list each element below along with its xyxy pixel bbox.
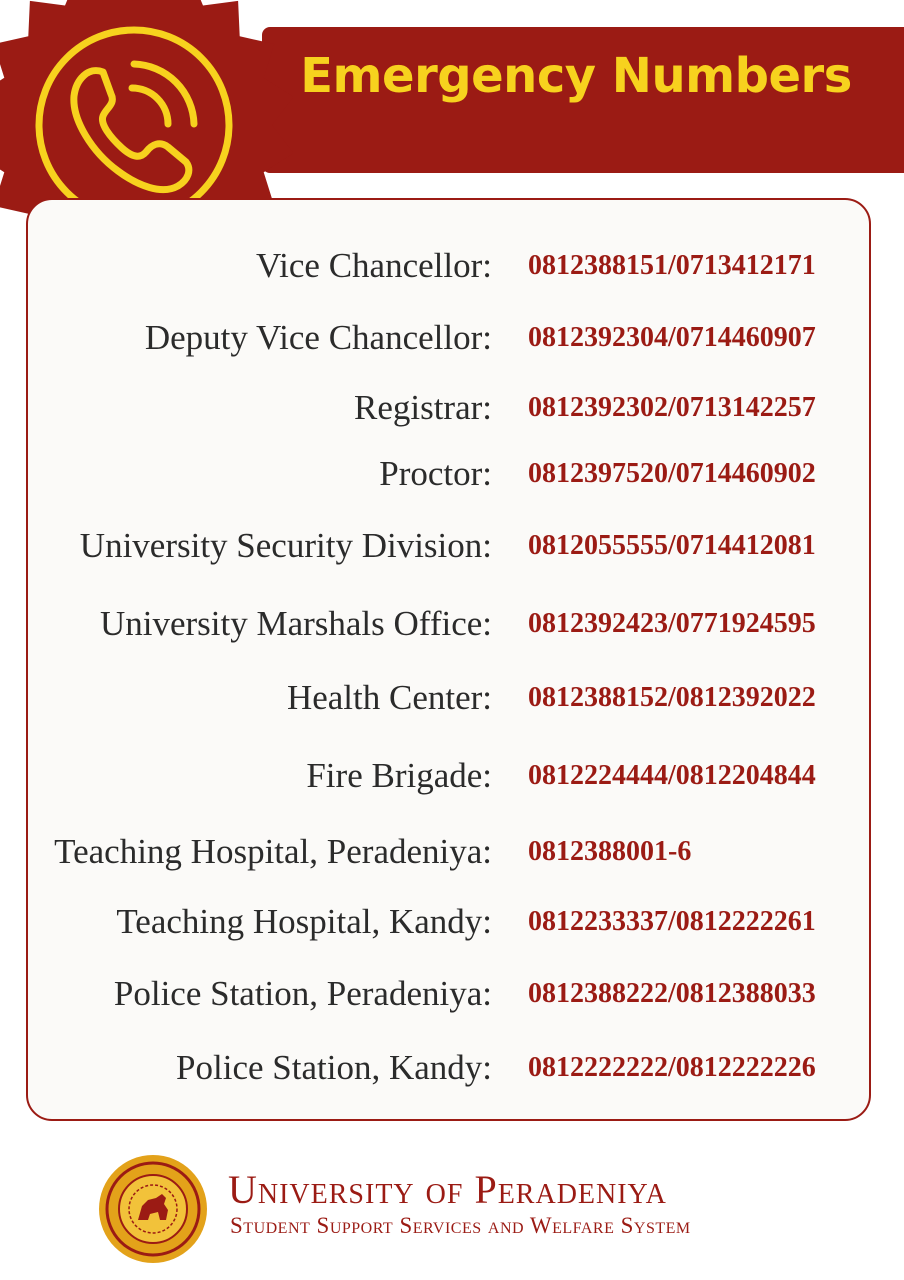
- contact-label: Deputy Vice Chancellor:: [144, 318, 492, 357]
- contact-row: [0, 602, 904, 646]
- contact-row: [0, 676, 904, 720]
- contact-label: Registrar:: [353, 388, 492, 427]
- contact-label: Police Station, Kandy:: [176, 1048, 492, 1087]
- contact-row: [0, 244, 904, 288]
- contact-number: 0812388001-6: [528, 836, 692, 867]
- contact-label: Teaching Hospital, Kandy:: [116, 902, 492, 941]
- contact-label: Health Center:: [286, 678, 492, 717]
- contact-row: [0, 830, 904, 874]
- contact-row: [0, 1046, 904, 1090]
- contact-label: University Marshals Office:: [99, 604, 492, 643]
- contact-number: 0812224444/0812204844: [528, 760, 816, 791]
- university-name: University of Peradeniya: [228, 1167, 667, 1212]
- contact-number: 0812392302/0713142257: [528, 392, 816, 423]
- contact-row: [0, 754, 904, 798]
- contact-number: 0812397520/0714460902: [528, 458, 816, 489]
- contact-row: [0, 452, 904, 496]
- contact-number: 0812392304/0714460907: [528, 322, 816, 353]
- contact-number: 0812388152/0812392022: [528, 682, 816, 713]
- contact-label: Proctor:: [379, 454, 492, 493]
- contact-row: [0, 900, 904, 944]
- page-title: Emergency Numbers: [300, 48, 852, 104]
- contact-label: Fire Brigade:: [306, 756, 492, 795]
- contact-number: 0812388222/0812388033: [528, 978, 816, 1009]
- contact-number: 0812388151/0713412171: [528, 250, 816, 281]
- contact-row: [0, 386, 904, 430]
- unit-name: Student Support Services and Welfare System: [230, 1213, 691, 1238]
- contact-number: 0812222222/0812222226: [528, 1052, 816, 1083]
- contact-label: University Security Division:: [79, 526, 492, 565]
- contact-row: [0, 316, 904, 360]
- contact-number: 0812055555/0714412081: [528, 530, 816, 561]
- contact-label: Police Station, Peradeniya:: [113, 974, 492, 1013]
- contact-row: [0, 972, 904, 1016]
- contact-number: 0812233337/0812222261: [528, 906, 816, 937]
- contact-number: 0812392423/0771924595: [528, 608, 816, 639]
- contact-row: [0, 524, 904, 568]
- university-crest-icon: [98, 1154, 208, 1264]
- contact-label: Teaching Hospital, Peradeniya:: [54, 832, 492, 871]
- contact-label: Vice Chancellor:: [256, 246, 492, 285]
